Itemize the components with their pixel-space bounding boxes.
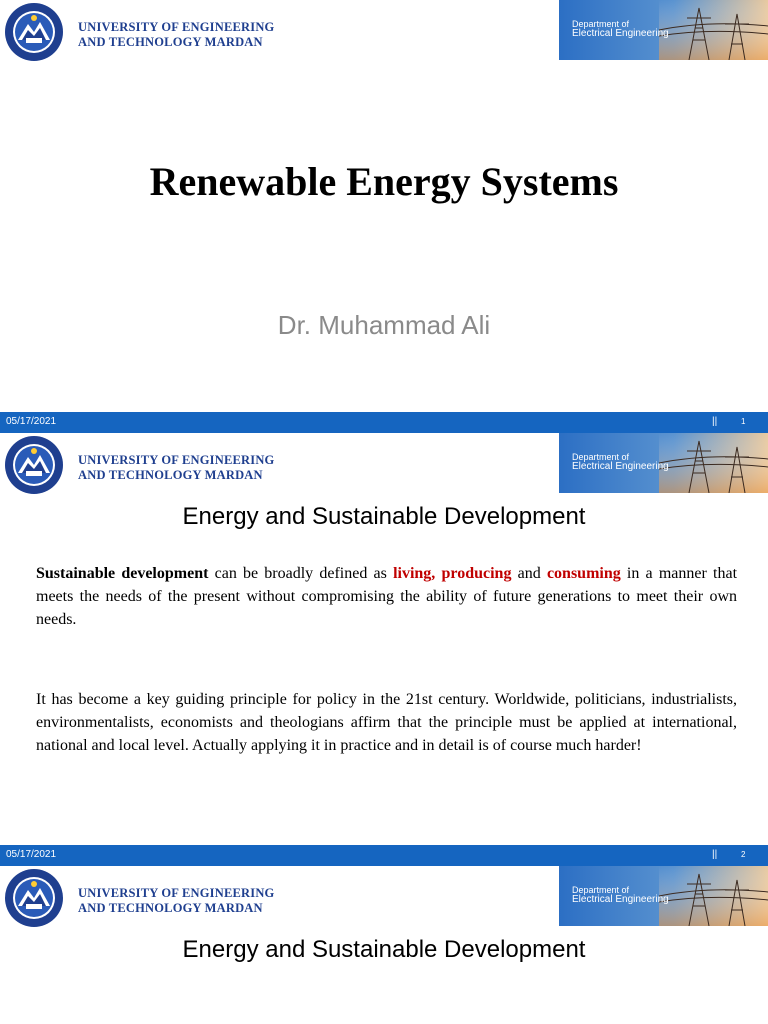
keyword-living-producing: living, producing: [393, 565, 512, 582]
slide-title: Renewable Energy Systems: [149, 159, 619, 204]
slide-number: 2: [741, 850, 746, 859]
university-name-line1: UNIVERSITY OF ENGINEERING: [78, 20, 275, 34]
term-sustainable-development: Sustainable development: [36, 565, 209, 582]
slide-footer: [0, 845, 768, 866]
university-name: [78, 20, 274, 50]
department-line1: Department of: [572, 19, 630, 29]
department-banner: [559, 866, 768, 926]
slide-footer: [0, 412, 768, 433]
department-name: [572, 19, 669, 39]
department-line2: Electrical Engineering: [572, 461, 669, 472]
slide-number: 1: [741, 417, 746, 426]
paragraph-definition: [36, 562, 737, 631]
university-name-line2: AND TECHNOLOGY MARDAN: [78, 901, 263, 915]
keyword-consuming: consuming: [546, 565, 621, 582]
department-banner: [559, 0, 768, 60]
footer-date: 05/17/2021: [6, 416, 57, 427]
footer-date: 05/17/2021: [6, 849, 57, 860]
department-line2: Electrical Engineering: [572, 28, 669, 39]
university-seal-logo: [4, 435, 64, 495]
author-name: Dr. Muhammad Ali: [277, 310, 491, 340]
university-seal-logo: [4, 2, 64, 62]
department-banner: [559, 433, 768, 493]
department-name: [572, 452, 669, 472]
department-line1: Department of: [572, 885, 630, 895]
university-name-line1: UNIVERSITY OF ENGINEERING: [78, 886, 275, 900]
department-line2: Electrical Engineering: [572, 894, 669, 905]
slide-heading: Energy and Sustainable Development: [182, 503, 586, 530]
university-seal-logo: [4, 868, 64, 928]
university-name: [78, 886, 274, 916]
slide-2: [0, 433, 768, 866]
footer-separator: ||: [712, 849, 718, 860]
university-name: [78, 453, 274, 483]
footer-separator: ||: [712, 416, 718, 427]
department-name: [572, 885, 669, 905]
university-name-line2: AND TECHNOLOGY MARDAN: [78, 468, 263, 482]
university-name-line2: AND TECHNOLOGY MARDAN: [78, 35, 263, 49]
university-name-line1: UNIVERSITY OF ENGINEERING: [78, 453, 275, 467]
slide-3: [0, 866, 768, 1024]
slide-heading: Energy and Sustainable Development: [182, 936, 586, 963]
text-segment: and: [511, 565, 547, 582]
paragraph-policy: It has become a key guiding principle for policy in the 21st century. Worldwide, politicians, industrialists, environmentalists, economists and theologians affirm that the principle must be applied at international, national and local level. Actually applying it in practice and in detail is of course much harder!: [36, 691, 737, 754]
slide-1: [0, 0, 768, 433]
text-segment: in a manner that meets the needs of the present without compromising the ability of future generations to meet their own needs.: [36, 565, 738, 628]
text-segment: can be broadly defined as: [208, 565, 394, 582]
department-line1: Department of: [572, 452, 630, 462]
